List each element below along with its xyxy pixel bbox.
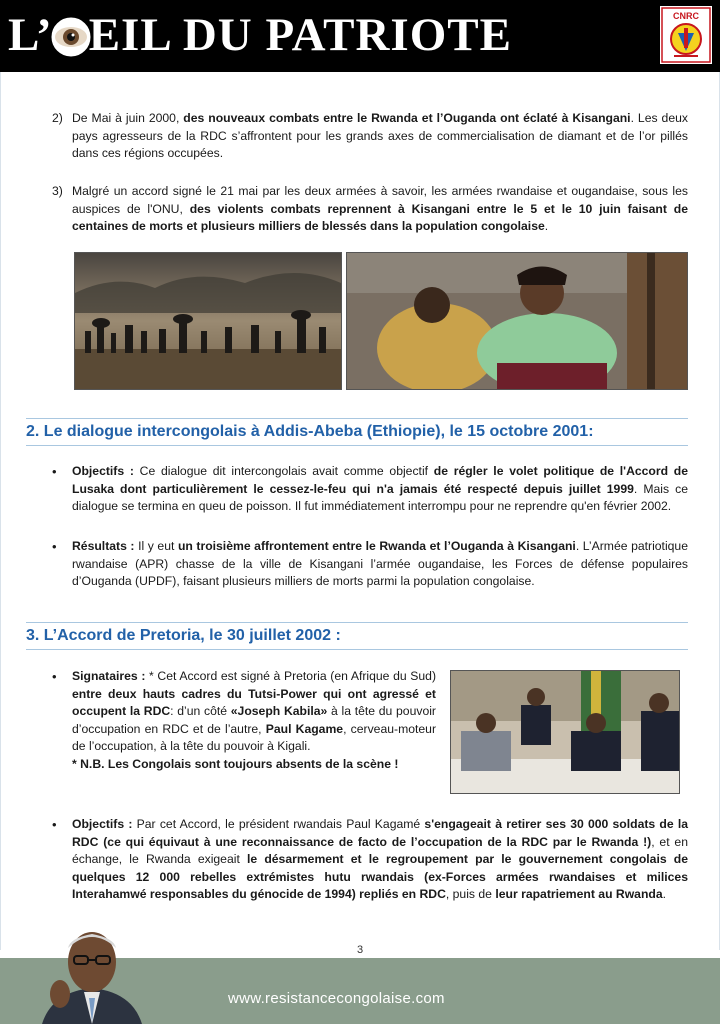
objectifs-bullet [52, 463, 688, 516]
footer-url-link[interactable]: www.resistancecongolaise.com [228, 990, 445, 1007]
resultats-bullet [52, 538, 688, 591]
objectifs-pretoria-bullet [52, 816, 688, 904]
masthead-title: L’ EIL DU PATRIOTE [8, 9, 512, 61]
bullet-text: Signataires : * Cet Accord est signé à Pretoria (en Afrique du Sud) entre deux hauts cadres du Tutsi-Power qui ont agressé et occupent la RDC: d’un côté «Joseph Kabila» à la tête du pouvoir d’occupation en RDC et de l’autre, Paul Kagame, cerveau-moteur de l’occupation, à la tête du pouvoir à Kigali. [72, 669, 437, 753]
page-number: 3 [356, 944, 364, 956]
numbered-item-text: Malgré un accord signé le 21 mai par les deux armées à savoir, les armées rwandaise et ougandaise, sous les auspices de l'ONU, des violents combats reprennent à Kisangani entre le 5 et le 10 juin faisant de centaines de morts et plusieurs milliers de blessés dans la population congolaise. [72, 184, 688, 233]
bullet-icon: • [52, 817, 57, 832]
cnrc-logo [660, 6, 712, 64]
svg-text:CNRC: CNRC [673, 11, 699, 21]
bullet-icon: • [52, 464, 57, 479]
section-2-heading: 2. Le dialogue intercongolais à Addis-Abeba (Ethiopie), le 15 octobre 2001: [26, 418, 688, 446]
refugees-photo [74, 252, 342, 390]
bullet-icon: • [52, 539, 57, 554]
masthead [0, 0, 720, 72]
nb-note: * N.B. Les Congolais sont toujours absents de la scène ! [72, 756, 399, 771]
signataires-bullet [52, 668, 436, 773]
bullet-text: Résultats : Il y eut un troisième affrontement entre le Rwanda et l’Ouganda à Kisangani. L’Armée patriotique rwandaise (APR) chasse de la ville de Kisangani l’armée ougandaise, les Forces de défense populaires d’Ouganda (UPDF), faisant plusieurs milliers de morts parmi la population congolaise. [72, 539, 688, 588]
bullet-text: Objectifs : Ce dialogue dit intercongolais avait comme objectif de régler le volet politique de l'Accord de Lusaka dont particulièrement le cessez-le-feu qui n'a jamais été respecté depuis juillet 1999. Mais ce dialogue se termina en queu de poisson. Il fut immédiatement interrompu pour ne reprendre qu'en février 2002. [72, 464, 689, 513]
bullet-text: Objectifs : Par cet Accord, le président rwandais Paul Kagamé s'engageait à retirer ses 30 000 soldats de la RDC (ce qui équivaut à une reconnaissance de facto de l’occupation de la RDC par le Rwanda !), et en échange, le Rwanda exigeait le désarmement et le regroupement par le gouvernement congolais de quelques 12 000 rebelles extrémistes hutu rwandais (ex-Forces armées rwandaises et milices Interahamwé responsables du génocide de 1994) repliés en RDC, puis de leur rapatriement au Rwanda. [72, 817, 688, 901]
crying-women-photo [346, 252, 688, 390]
pretoria-signing-photo [450, 670, 680, 794]
eye-icon [51, 15, 91, 55]
numbered-item-text: De Mai à juin 2000, des nouveaux combats entre le Rwanda et l’Ouganda ont éclaté à Kisangani. Les deux pays agresseurs de la RDC s’affrontent pour les grands axes de commercialisation de diamant et de l’or pillés dans ces régions occupées. [72, 111, 688, 160]
numbered-item-3: 3) Malgré un accord signé le 21 mai par les deux armées à savoir, les armées rwandaise et ougandaise, sous les auspices de l'ONU, des violents combats reprennent à Kisangani entre le 5 et le 10 juin faisant de centaines de morts et plusieurs milliers de blessés dans la population congolaise. [52, 183, 688, 236]
numbered-item-2: 2) De Mai à juin 2000, des nouveaux combats entre le Rwanda et l’Ouganda ont éclaté à Kisangani. Les deux pays agresseurs de la RDC s’affrontent pour les grands axes de commercialisation de diamant et de l’or pillés dans ces régions occupées. [52, 110, 688, 163]
bullet-icon: • [52, 669, 57, 684]
section-3-heading: 3. L’Accord de Pretoria, le 30 juillet 2002 : [26, 622, 688, 650]
portrait-photo [32, 922, 152, 1024]
